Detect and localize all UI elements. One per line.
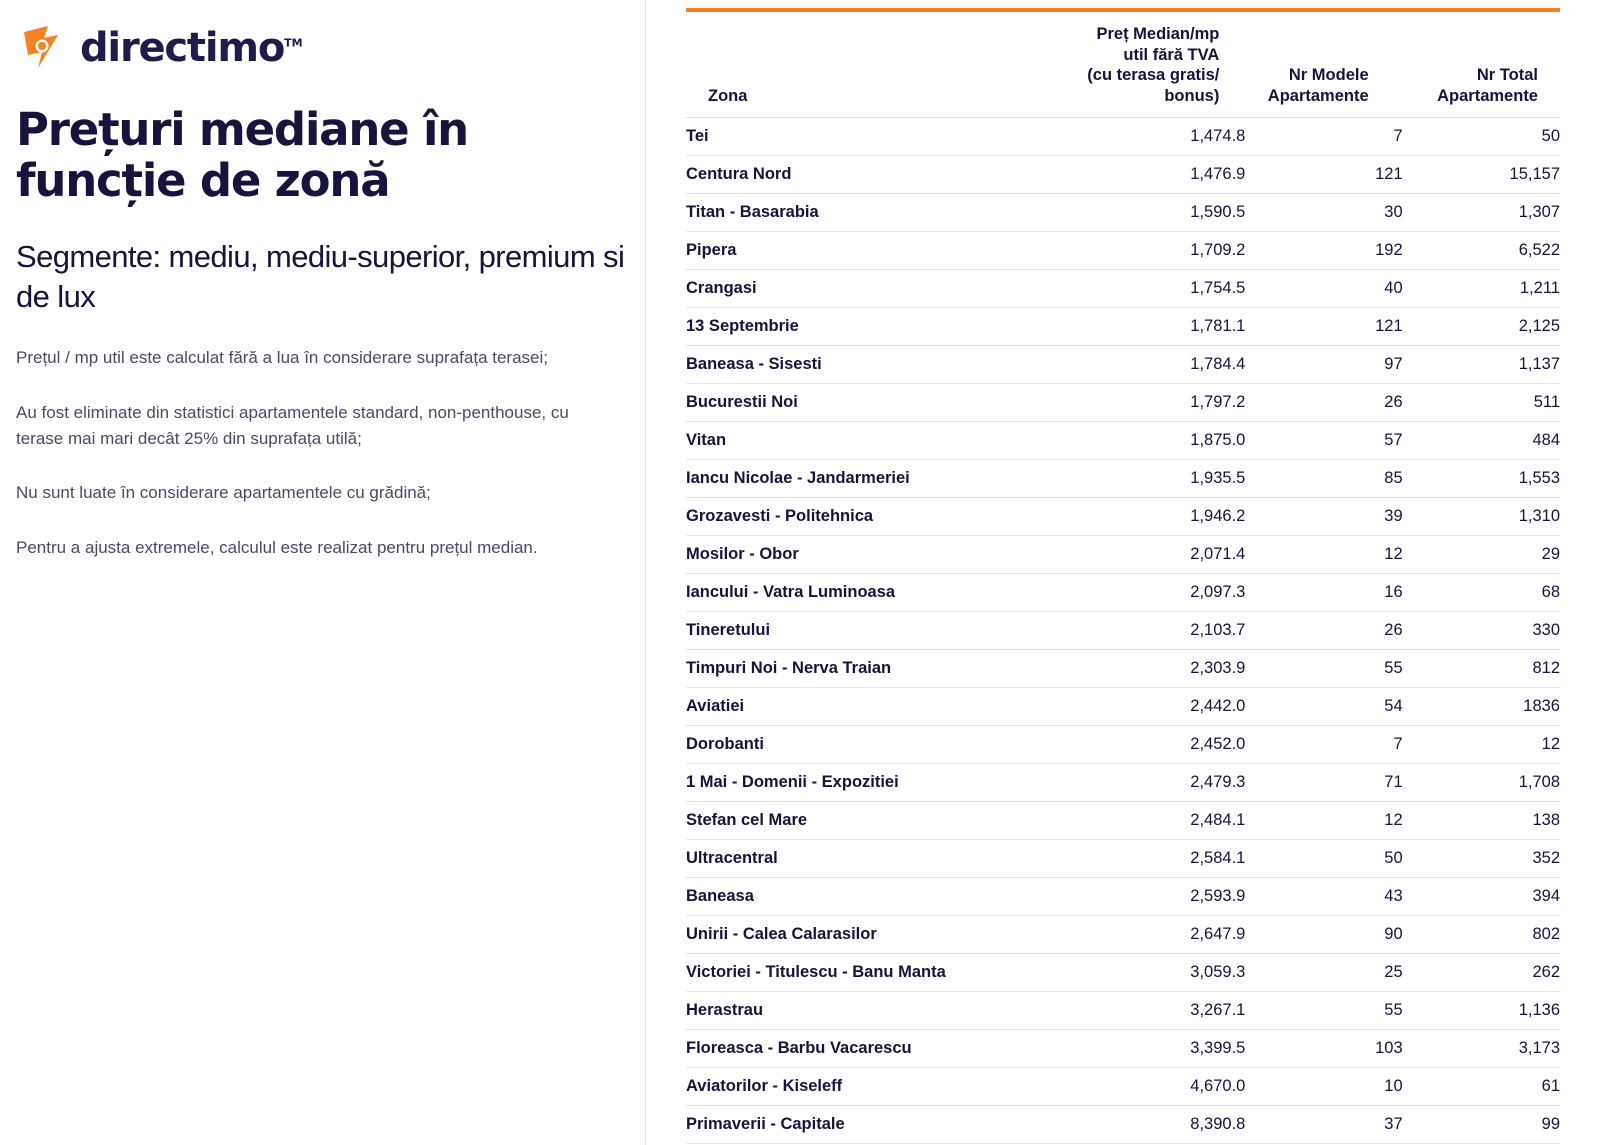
right-panel (660, 0, 1600, 1145)
cell-zona: Stefan cel Mare (686, 801, 1018, 839)
cell-nr-total: 262 (1403, 953, 1560, 991)
cell-pret-median: 3,267.1 (1018, 991, 1245, 1029)
cell-zona: Iancului - Vatra Luminoasa (686, 573, 1018, 611)
cell-nr-total: 1836 (1403, 687, 1560, 725)
cell-pret-median: 1,476.9 (1018, 155, 1245, 193)
cell-nr-total: 1,310 (1403, 497, 1560, 535)
cell-nr-total: 68 (1403, 573, 1560, 611)
cell-zona: Primaverii - Capitale (686, 1105, 1018, 1143)
cell-zona: Titan - Basarabia (686, 193, 1018, 231)
column-header-total-line1: Nr Total (1476, 66, 1538, 85)
column-header-total-line2: Apartamente (1437, 86, 1538, 105)
cell-nr-modele: 71 (1245, 763, 1402, 801)
brand-name (80, 25, 303, 71)
cell-nr-total: 6,522 (1403, 231, 1560, 269)
table-row (686, 155, 1560, 193)
cell-nr-total: 352 (1403, 839, 1560, 877)
cell-nr-modele: 121 (1245, 155, 1402, 193)
cell-pret-median: 2,647.9 (1018, 915, 1245, 953)
cell-nr-total: 812 (1403, 649, 1560, 687)
cell-nr-modele: 192 (1245, 231, 1402, 269)
cell-pret-median: 1,784.4 (1018, 345, 1245, 383)
cell-nr-modele: 12 (1245, 801, 1402, 839)
median-price-table (686, 12, 1560, 1144)
cell-nr-total: 1,136 (1403, 991, 1560, 1029)
cell-zona: Iancu Nicolae - Jandarmeriei (686, 459, 1018, 497)
cell-pret-median: 2,452.0 (1018, 725, 1245, 763)
cell-nr-modele: 40 (1245, 269, 1402, 307)
cell-pret-median: 2,097.3 (1018, 573, 1245, 611)
column-header-total (1403, 12, 1560, 117)
cell-nr-total: 15,157 (1403, 155, 1560, 193)
brand-trademark: TM (284, 36, 303, 50)
table-row (686, 193, 1560, 231)
table-row (686, 535, 1560, 573)
cell-nr-total: 1,553 (1403, 459, 1560, 497)
table-row (686, 231, 1560, 269)
cell-nr-total: 99 (1403, 1105, 1560, 1143)
cell-zona: 13 Septembrie (686, 307, 1018, 345)
cell-nr-total: 330 (1403, 611, 1560, 649)
cell-nr-modele: 10 (1245, 1067, 1402, 1105)
table-row (686, 269, 1560, 307)
page-subtitle: Segmente: mediu, mediu-superior, premium si de lux (16, 238, 625, 314)
page-title: Prețuri mediane în funcție de zonă (16, 103, 469, 208)
table-row (686, 991, 1560, 1029)
cell-pret-median: 8,390.8 (1018, 1105, 1245, 1143)
cell-nr-modele: 121 (1245, 307, 1402, 345)
table-row (686, 1029, 1560, 1067)
cell-zona: Unirii - Calea Calarasilor (686, 915, 1018, 953)
cell-nr-total: 29 (1403, 535, 1560, 573)
cell-nr-modele: 16 (1245, 573, 1402, 611)
cell-pret-median: 2,593.9 (1018, 877, 1245, 915)
table-row (686, 801, 1560, 839)
cell-nr-total: 511 (1403, 383, 1560, 421)
column-header-pret-line1: Preț Median/mp (1096, 25, 1220, 43)
cell-nr-modele: 7 (1245, 117, 1402, 155)
note-4: Pentru a ajusta extremele, calculul este realizat pentru prețul median. (16, 537, 538, 557)
column-header-pret (1018, 12, 1245, 117)
table-row (686, 345, 1560, 383)
table-header (686, 12, 1560, 117)
cell-nr-modele: 37 (1245, 1105, 1402, 1143)
cell-zona: Tineretului (686, 611, 1018, 649)
table-row (686, 1067, 1560, 1105)
cell-nr-total: 12 (1403, 725, 1560, 763)
table-row (686, 725, 1560, 763)
cell-nr-modele: 90 (1245, 915, 1402, 953)
cell-zona: Tei (686, 117, 1018, 155)
vertical-divider (645, 0, 646, 1145)
cell-pret-median: 1,781.1 (1018, 307, 1245, 345)
brand-logo (18, 22, 630, 74)
cell-pret-median: 2,071.4 (1018, 535, 1245, 573)
cell-zona: Mosilor - Obor (686, 535, 1018, 573)
cell-zona: Pipera (686, 231, 1018, 269)
table-row (686, 421, 1560, 459)
cell-nr-modele: 26 (1245, 383, 1402, 421)
cell-pret-median: 2,479.3 (1018, 763, 1245, 801)
table-row (686, 877, 1560, 915)
cell-pret-median: 3,399.5 (1018, 1029, 1245, 1067)
cell-pret-median: 1,709.2 (1018, 231, 1245, 269)
cell-nr-modele: 55 (1245, 991, 1402, 1029)
cell-nr-total: 484 (1403, 421, 1560, 459)
table-row (686, 459, 1560, 497)
table-row (686, 307, 1560, 345)
cell-pret-median: 1,875.0 (1018, 421, 1245, 459)
table-row (686, 497, 1560, 535)
column-header-modele-line2: Apartamente (1267, 86, 1369, 105)
cell-pret-median: 3,059.3 (1018, 953, 1245, 991)
cell-nr-modele: 7 (1245, 725, 1402, 763)
cell-pret-median: 2,442.0 (1018, 687, 1245, 725)
table-header-row (686, 12, 1560, 117)
cell-pret-median: 2,103.7 (1018, 611, 1245, 649)
table-row (686, 573, 1560, 611)
table-container (686, 8, 1560, 1144)
cell-nr-modele: 55 (1245, 649, 1402, 687)
cell-nr-modele: 103 (1245, 1029, 1402, 1067)
cell-zona: Herastrau (686, 991, 1018, 1029)
cell-pret-median: 1,935.5 (1018, 459, 1245, 497)
cell-pret-median: 1,474.8 (1018, 117, 1245, 155)
cell-pret-median: 2,584.1 (1018, 839, 1245, 877)
note-3: Nu sunt luate în considerare apartamentele cu grădină; (16, 483, 431, 503)
note-1: Prețul / mp util este calculat fără a lua în considerare suprafața terasei; (16, 348, 548, 368)
cell-pret-median: 1,590.5 (1018, 193, 1245, 231)
cell-pret-median: 2,303.9 (1018, 649, 1245, 687)
column-header-modele-line1: Nr Modele (1288, 66, 1369, 85)
cell-zona: Vitan (686, 421, 1018, 459)
table-row (686, 839, 1560, 877)
table-body (686, 117, 1560, 1143)
cell-nr-modele: 85 (1245, 459, 1402, 497)
table-row (686, 611, 1560, 649)
cell-nr-total: 2,125 (1403, 307, 1560, 345)
cell-zona: Baneasa (686, 877, 1018, 915)
cell-pret-median: 1,754.5 (1018, 269, 1245, 307)
cell-zona: Aviatiei (686, 687, 1018, 725)
cell-zona: Crangasi (686, 269, 1018, 307)
directimo-logo-icon (18, 22, 70, 74)
cell-zona: Grozavesti - Politehnica (686, 497, 1018, 535)
table-row (686, 915, 1560, 953)
cell-zona: Floreasca - Barbu Vacarescu (686, 1029, 1018, 1067)
cell-nr-modele: 30 (1245, 193, 1402, 231)
cell-nr-modele: 54 (1245, 687, 1402, 725)
table-row (686, 383, 1560, 421)
cell-nr-modele: 50 (1245, 839, 1402, 877)
brand-name-text: directimo (80, 25, 285, 71)
cell-nr-modele: 43 (1245, 877, 1402, 915)
cell-nr-modele: 26 (1245, 611, 1402, 649)
column-header-pret-line2: util fără TVA (1123, 45, 1220, 64)
cell-nr-total: 50 (1403, 117, 1560, 155)
cell-zona: 1 Mai - Domenii - Expozitiei (686, 763, 1018, 801)
cell-zona: Centura Nord (686, 155, 1018, 193)
cell-nr-modele: 57 (1245, 421, 1402, 459)
cell-nr-total: 138 (1403, 801, 1560, 839)
column-header-pret-line3: (cu terasa gratis/ (1087, 66, 1220, 85)
table-row (686, 1105, 1560, 1143)
cell-nr-total: 1,307 (1403, 193, 1560, 231)
cell-nr-total: 394 (1403, 877, 1560, 915)
cell-nr-modele: 12 (1245, 535, 1402, 573)
table-row (686, 649, 1560, 687)
cell-nr-total: 1,137 (1403, 345, 1560, 383)
cell-pret-median: 1,946.2 (1018, 497, 1245, 535)
cell-pret-median: 1,797.2 (1018, 383, 1245, 421)
cell-zona: Ultracentral (686, 839, 1018, 877)
cell-nr-total: 3,173 (1403, 1029, 1560, 1067)
cell-nr-total: 802 (1403, 915, 1560, 953)
cell-nr-total: 1,708 (1403, 763, 1560, 801)
cell-nr-modele: 25 (1245, 953, 1402, 991)
table-row (686, 763, 1560, 801)
table-row (686, 687, 1560, 725)
column-header-pret-line4: bonus) (1164, 86, 1220, 105)
cell-pret-median: 4,670.0 (1018, 1067, 1245, 1105)
cell-nr-modele: 97 (1245, 345, 1402, 383)
table-row (686, 117, 1560, 155)
table-row (686, 953, 1560, 991)
cell-nr-modele: 39 (1245, 497, 1402, 535)
cell-zona: Baneasa - Sisesti (686, 345, 1018, 383)
cell-zona: Dorobanti (686, 725, 1018, 763)
left-panel (0, 0, 660, 1145)
column-header-modele (1245, 12, 1402, 117)
column-header-zona: Zona (686, 12, 1018, 117)
cell-zona: Bucurestii Noi (686, 383, 1018, 421)
cell-pret-median: 2,484.1 (1018, 801, 1245, 839)
cell-nr-total: 1,211 (1403, 269, 1560, 307)
cell-zona: Timpuri Noi - Nerva Traian (686, 649, 1018, 687)
note-2: Au fost eliminate din statistici apartamentele standard, non-penthouse, cu terase mai mari decât 25% din suprafața utilă; (16, 402, 569, 448)
cell-nr-total: 61 (1403, 1067, 1560, 1105)
cell-zona: Victoriei - Titulescu - Banu Manta (686, 953, 1018, 991)
cell-zona: Aviatorilor - Kiseleff (686, 1067, 1018, 1105)
